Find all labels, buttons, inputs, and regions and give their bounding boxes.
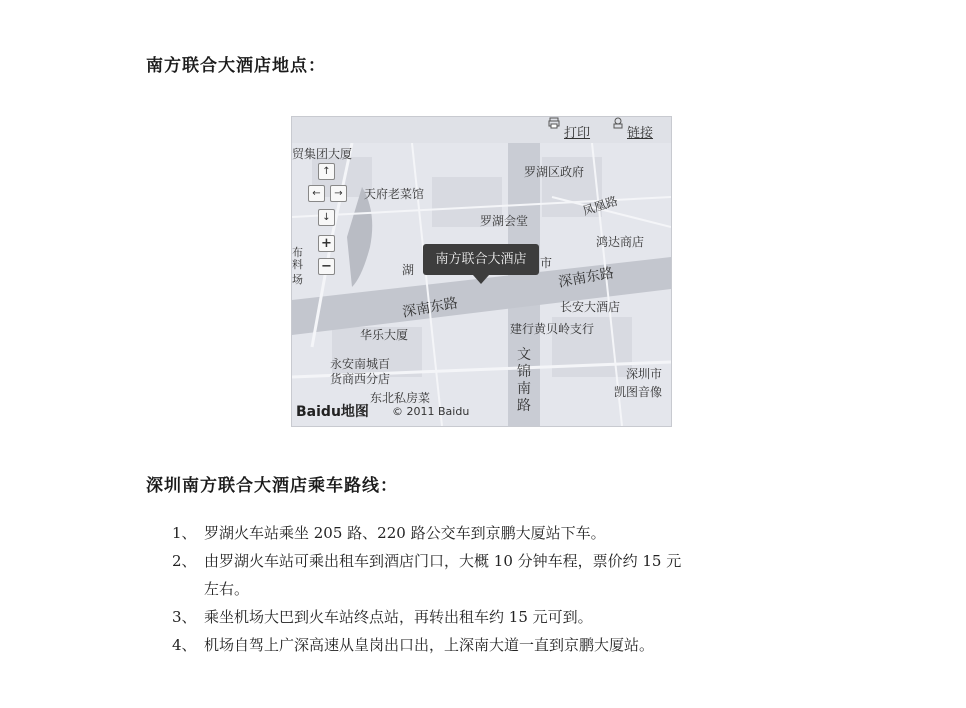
road-label: 深南东路 — [401, 295, 460, 321]
baidu-logo: Baidu地图 — [296, 404, 369, 420]
pan-down-button[interactable]: ↓ — [318, 209, 335, 226]
map-label: 湖 — [402, 263, 415, 277]
map-copyright: © 2011 Baidu — [392, 405, 470, 418]
item-number: 4、 — [172, 636, 197, 654]
item-number: 3、 — [172, 608, 197, 626]
item-text: 乘坐机场大巴到火车站终点站，再转出租车约 15 元可到。 — [204, 608, 593, 626]
road-label: 深南东路 — [557, 265, 616, 291]
item-text: 由罗湖火车站可乘出租车到酒店门口，大概 10 分钟车程，票价约 15 元 — [204, 552, 682, 570]
zoom-in-button[interactable]: + — [318, 235, 335, 252]
pan-left-button[interactable]: ← — [308, 185, 325, 202]
list-item — [172, 603, 832, 631]
item-text-continued: 左右。 — [204, 580, 250, 598]
link-icon — [612, 117, 624, 129]
location-heading: 南方联合大酒店地点： — [146, 56, 326, 76]
road-label: 文锦南路 — [517, 347, 531, 414]
print-icon — [548, 117, 560, 129]
item-number: 2、 — [172, 552, 197, 570]
map-label: 华乐大厦 — [360, 328, 409, 342]
map-toolbar — [292, 117, 671, 143]
route-list — [172, 519, 832, 659]
map-label: 凤凰路 — [580, 193, 620, 219]
zoom-out-button[interactable]: − — [318, 258, 335, 275]
marker-pointer — [473, 275, 489, 284]
map-label: 长安大酒店 — [560, 300, 621, 314]
item-text: 机场自驾上广深高速从皇岗出口出，上深南大道一直到京鹏大厦站。 — [204, 636, 655, 654]
list-item — [172, 519, 832, 547]
item-text: 罗湖火车站乘坐 205 路、220 路公交车到京鹏大厦站下车。 — [204, 524, 606, 542]
list-item — [172, 631, 832, 659]
map-label: 场 — [292, 273, 303, 286]
map-label: 凯图音像 — [614, 385, 663, 399]
pan-right-button[interactable]: → — [330, 185, 347, 202]
map-label: 建行黄贝岭支行 — [510, 322, 595, 336]
map-label: 鸿达商店 — [596, 235, 645, 249]
hotel-map[interactable] — [291, 116, 672, 427]
map-label: 罗湖区政府 — [524, 165, 585, 179]
map-label: 市 — [540, 256, 553, 270]
map-label: 天府老菜馆 — [364, 187, 425, 201]
map-label: 罗湖会堂 — [480, 214, 529, 228]
map-label: 深圳市 — [626, 367, 663, 381]
share-link[interactable]: 链接 — [627, 126, 654, 141]
list-item — [172, 547, 832, 603]
map-label: 东北私房菜 — [370, 391, 431, 405]
print-link[interactable]: 打印 — [564, 126, 591, 141]
map-label: 布料 — [292, 246, 303, 271]
route-heading: 深圳南方联合大酒店乘车路线： — [146, 476, 398, 496]
map-label: 永安南城百货商西分店 — [330, 357, 391, 386]
item-number: 1、 — [172, 524, 197, 542]
pan-up-button[interactable]: ↑ — [318, 163, 335, 180]
hotel-marker-tooltip[interactable]: 南方联合大酒店 — [423, 244, 539, 275]
map-label: 贸集团大厦 — [292, 147, 353, 161]
